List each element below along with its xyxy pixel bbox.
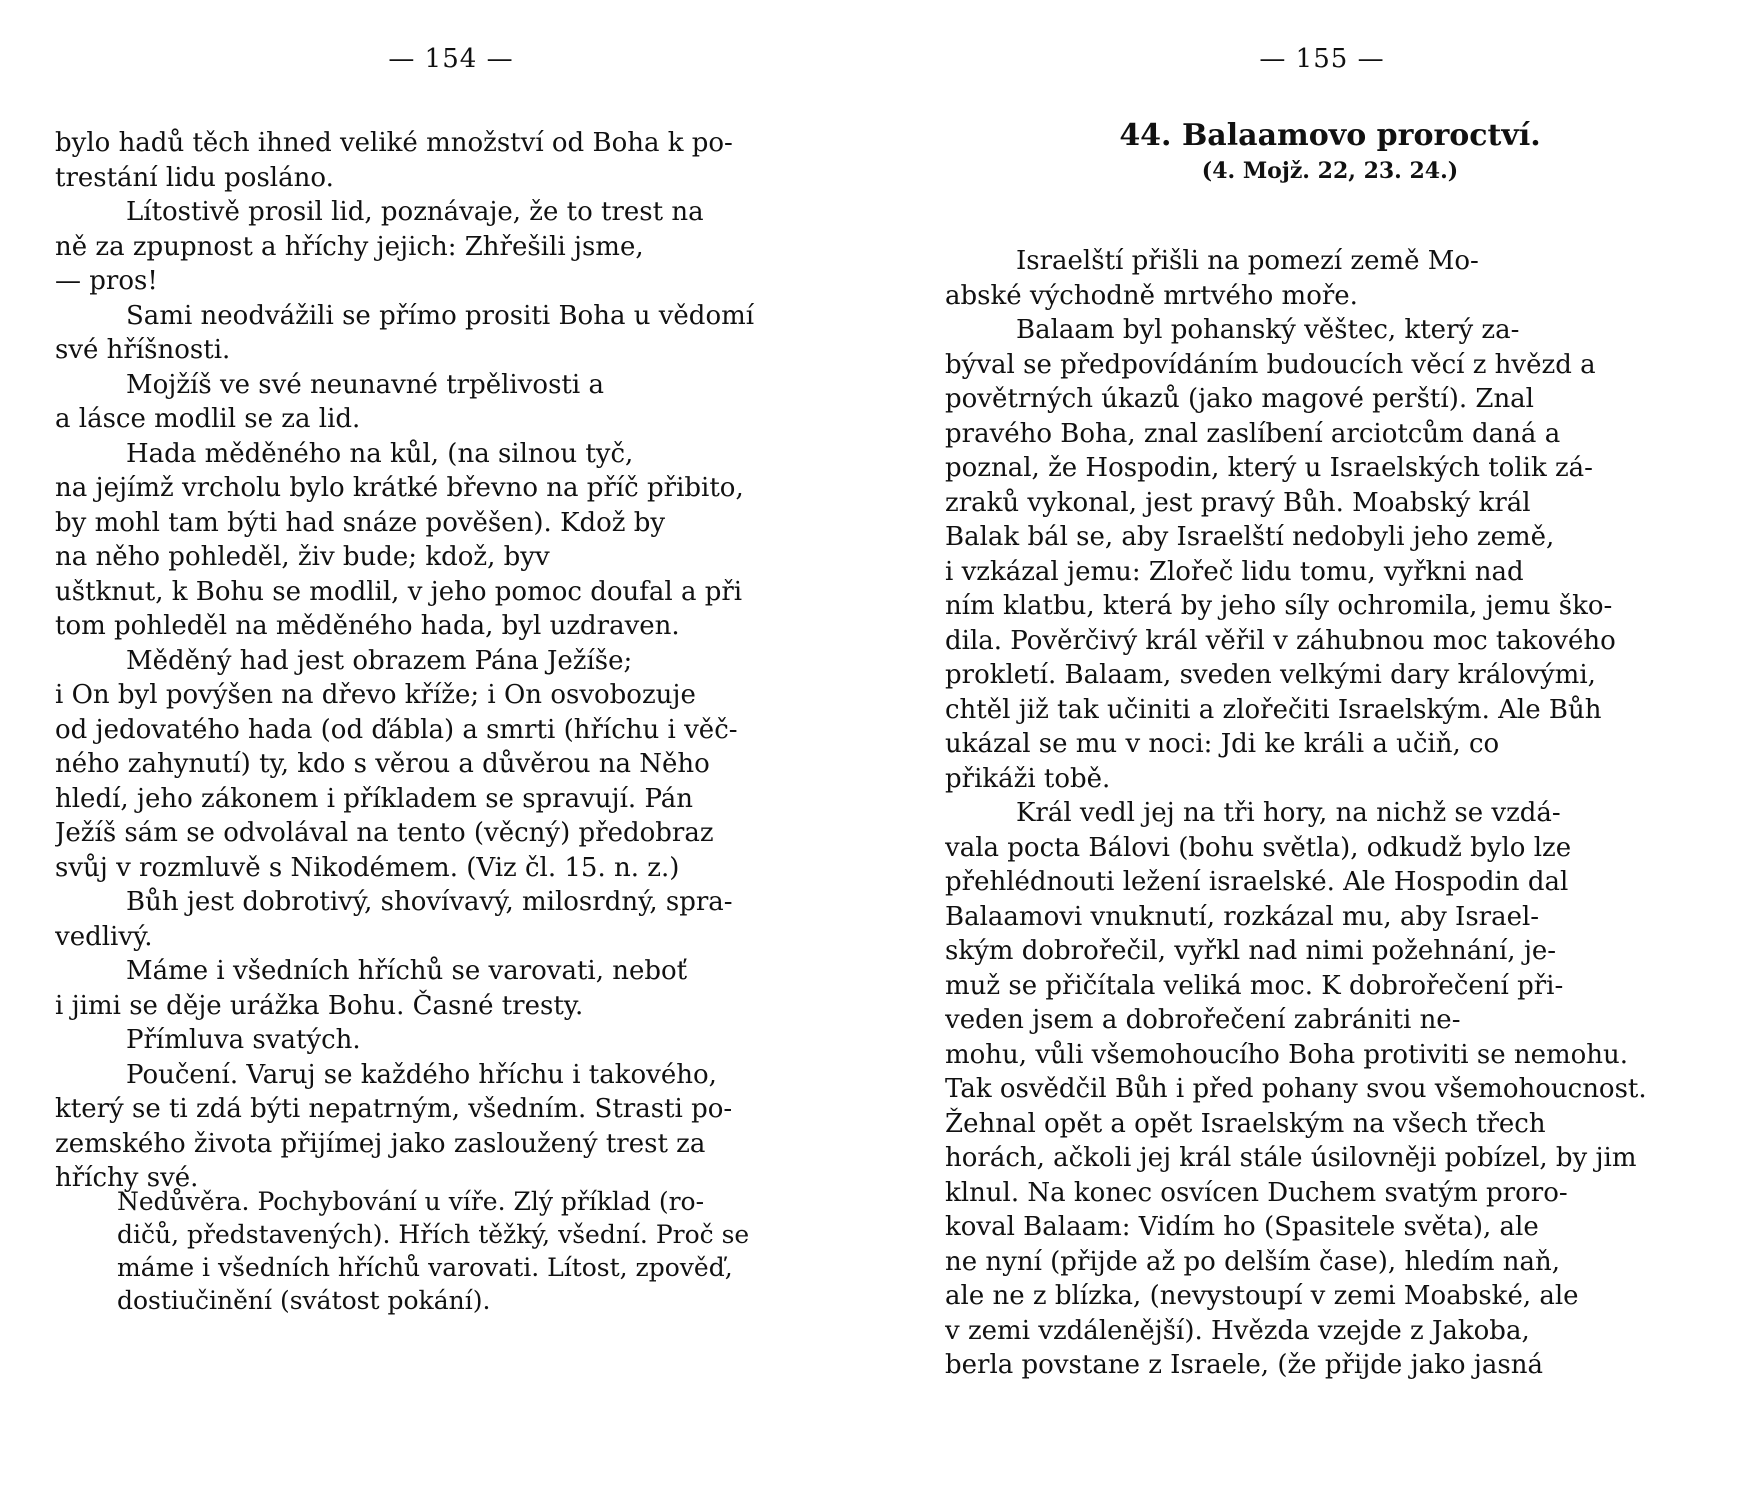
chapter-heading: 44. Balaamovo proroctví. bbox=[1119, 118, 1541, 153]
text-line: který se ti zdá býti nepatrným, všedním. Strasti po- bbox=[55, 1094, 733, 1124]
text-line: Balak bál se, aby Israelští nedobyli jeho země, bbox=[945, 522, 1555, 552]
text-line: ním klatbu, která by jeho síly ochromila, jemu ško- bbox=[945, 591, 1613, 621]
left-page bbox=[55, 0, 827, 1500]
text-line: a lásce modlil se za lid. bbox=[55, 404, 361, 434]
text-line: Bůh jest dobrotivý, shovívavý, milosrdný, spra- bbox=[126, 887, 733, 917]
chapter-summary bbox=[117, 1185, 827, 1317]
text-line: chtěl již tak učiniti a zlořečiti Israelským. Ale Bůh bbox=[945, 694, 1602, 725]
text-line: Poučení. Varuj se každého hříchu i takového, bbox=[126, 1059, 717, 1090]
page-number-right: — 155 — bbox=[1259, 44, 1385, 74]
text-line: Ježíš sám se odvolával na tento (věcný) předobraz bbox=[55, 818, 714, 848]
text-line: trestání lidu posláno. bbox=[55, 162, 334, 193]
text-line: ukázal se mu v noci: Jdi ke králi a učiň, co bbox=[945, 729, 1500, 759]
text-line: tom pohleděl na měděného hada, byl uzdraven. bbox=[55, 611, 680, 641]
text-line: vedlivý. bbox=[55, 921, 153, 952]
text-line: Žehnal opět a opět Israelským na všech třech bbox=[945, 1108, 1546, 1139]
page-number-left: — 154 — bbox=[388, 44, 514, 74]
text-line: berla povstane z Israele, (že přijde jako jasná bbox=[945, 1350, 1543, 1380]
text-line: i On byl povýšen na dřevo kříže; i On osvobozuje bbox=[55, 680, 696, 710]
text-line: Tak osvědčil Bůh i před pohany svou všemohoucnost. bbox=[945, 1074, 1647, 1104]
text-line: — pros! bbox=[55, 266, 158, 296]
text-line: povětrných úkazů (jako magové perští). Znal bbox=[945, 384, 1534, 414]
text-line: v zemi vzdálenější). Hvězda vzejde z Jakoba, bbox=[945, 1315, 1530, 1346]
text-line: pravého Boha, znal zaslíbení arciotcům daná a bbox=[945, 418, 1561, 449]
text-line: i jimi se děje urážka Bohu. Časné tresty. bbox=[55, 990, 584, 1021]
right-body-text bbox=[945, 244, 1715, 1383]
text-line: Měděný had jest obrazem Pána Ježíše; bbox=[126, 645, 633, 676]
text-line: hříchy své. bbox=[55, 1163, 199, 1193]
text-line: své hříšnosti. bbox=[55, 335, 231, 365]
text-line: přikáži tobě. bbox=[945, 763, 1111, 794]
text-line: Hada měděného na kůl, (na silnou tyč, bbox=[126, 438, 634, 469]
text-line: zemského života přijímej jako zasloužený trest za bbox=[55, 1128, 706, 1159]
text-line: Lítostivě prosil lid, poznávaje, že to trest na bbox=[126, 197, 704, 227]
text-line: býval se předpovídáním budoucích věcí z hvězd a bbox=[945, 349, 1596, 380]
text-line: muž se přičítala veliká moc. K dobrořečení při- bbox=[945, 970, 1564, 1001]
text-line: horách, ačkoli jej král stále úsilovněji pobízel, by jim bbox=[945, 1143, 1637, 1173]
text-line: Balaamovi vnuknutí, rozkázal mu, aby Israel- bbox=[945, 901, 1540, 932]
text-line: ného zahynutí) ty, kdo s věrou a důvěrou na Něho bbox=[55, 749, 710, 779]
chapter-reference: (4. Mojž. 22, 23. 24.) bbox=[1201, 158, 1459, 184]
text-line: ským dobrořečil, vyřkl nad nimi požehnání, je- bbox=[945, 936, 1557, 966]
text-line: od jedovatého hada (od ďábla) a smrti (hříchu i věč- bbox=[55, 714, 738, 745]
text-line: na něho pohleděl, živ bude; kdož, byv bbox=[55, 542, 550, 572]
text-line: ale ne z blízka, (nevystoupí v zemi Moabské, ale bbox=[945, 1281, 1579, 1311]
text-line: Balaam byl pohanský věštec, který za- bbox=[1016, 315, 1520, 345]
text-line: prokletí. Balaam, sveden velkými dary královými, bbox=[945, 660, 1596, 690]
text-line: Sami neodvážili se přímo prositi Boha u vědomí bbox=[126, 300, 755, 331]
text-line: mohu, vůli všemohoucího Boha protiviti se nemohu. bbox=[945, 1039, 1629, 1070]
summary-line: máme i všedních hříchů varovati. Lítost, zpověď, bbox=[117, 1253, 733, 1282]
text-line: klnul. Na konec osvícen Duchem svatým proro- bbox=[945, 1177, 1568, 1208]
text-line: Máme i všedních hříchů se varovati, neboť bbox=[126, 956, 688, 986]
text-line: Israelští přišli na pomezí země Mo- bbox=[1016, 246, 1479, 276]
text-line: zraků vykonal, jest pravý Bůh. Moabský král bbox=[945, 487, 1531, 518]
text-line: přehlédnouti ležení israelské. Ale Hospodin dal bbox=[945, 867, 1569, 897]
text-line: Král vedl jej na tři hory, na nichž se vzdá- bbox=[1016, 798, 1561, 828]
text-line: ně za zpupnost a hříchy jejich: Zhřešili jsme, bbox=[55, 231, 644, 262]
text-line: koval Balaam: Vidím ho (Spasitele světa), ale bbox=[945, 1212, 1539, 1242]
text-line: ne nyní (přijde až po delším čase), hledím naň, bbox=[945, 1246, 1561, 1277]
text-line: Mojžíš ve své neunavné trpělivosti a bbox=[126, 369, 604, 400]
text-line: abské východně mrtvého moře. bbox=[945, 280, 1358, 311]
text-line: veden jsem a dobrořečení zabrániti ne- bbox=[945, 1005, 1461, 1035]
text-line: Přímluva svatých. bbox=[126, 1025, 361, 1055]
text-line: svůj v rozmluvě s Nikodémem. (Viz čl. 15. n. z.) bbox=[55, 852, 680, 883]
text-line: by mohl tam býti had snáze pověšen). Kdož by bbox=[55, 507, 666, 538]
text-line: vala pocta Bálovi (bohu světla), odkudž bylo lze bbox=[945, 832, 1572, 863]
text-line: hledí, jeho zákonem i příkladem se spravují. Pán bbox=[55, 783, 694, 814]
text-line: na jejímž vrcholu bylo krátké břevno na příč přibito, bbox=[55, 473, 744, 503]
summary-line: Nedůvěra. Pochybování u víře. Zlý příklad (ro- bbox=[117, 1187, 705, 1216]
text-line: bylo hadů těch ihned veliké množství od Boha k po- bbox=[55, 128, 733, 158]
text-line: dila. Pověrčivý král věřil v záhubnou moc takového bbox=[945, 625, 1616, 656]
text-line: i vzkázal jemu: Zlořeč lidu tomu, vyřkni nad bbox=[945, 556, 1524, 587]
right-page bbox=[945, 0, 1715, 1500]
text-line: uštknut, k Bohu se modlil, v jeho pomoc doufal a při bbox=[55, 576, 743, 607]
left-body-text bbox=[55, 126, 827, 1196]
summary-line: dičů, představených). Hřích těžký, všední. Proč se bbox=[117, 1220, 750, 1249]
text-line: poznal, že Hospodin, který u Israelských tolik zá- bbox=[945, 453, 1593, 483]
summary-line: dostiučinění (svátost pokání). bbox=[117, 1286, 491, 1315]
